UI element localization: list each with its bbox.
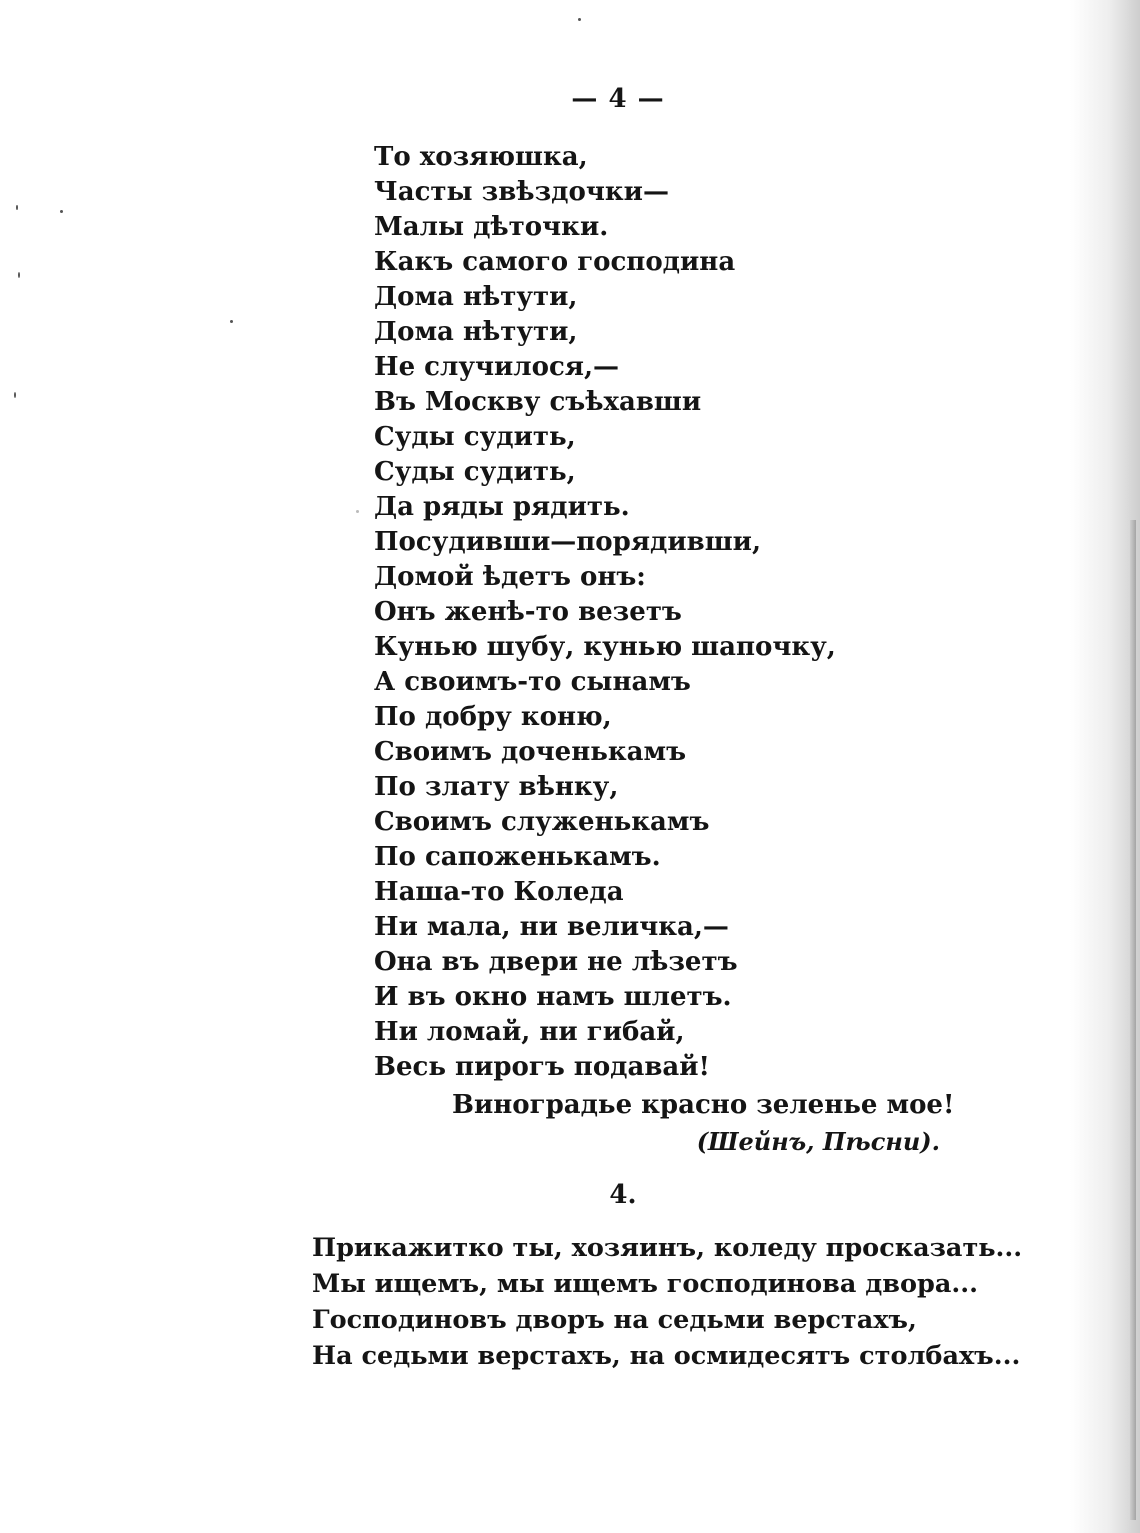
verse-line: Въ Москву съѣхавши	[374, 387, 702, 417]
verse-line: Своимъ служенькамъ	[374, 807, 710, 837]
verse-line: Господиновъ дворъ на седьми верстахъ,	[312, 1305, 917, 1335]
verse-line: То хозяюшка,	[374, 142, 588, 172]
verse-line: И въ окно намъ шлетъ.	[374, 982, 732, 1012]
verse-line: Ни ломай, ни гибай,	[374, 1017, 685, 1047]
source-citation: (Шейнъ, Пѣсни).	[696, 1127, 940, 1156]
scan-speck	[18, 272, 20, 278]
scan-speck	[14, 392, 16, 398]
verse-line: Кунью шубу, кунью шапочку,	[374, 632, 836, 662]
verse-line: Онъ женѣ-то везетъ	[374, 597, 682, 627]
verse-line: Посудивши—порядивши,	[374, 527, 761, 557]
refrain-line: Виноградье красно зеленье мое!	[452, 1090, 955, 1120]
verse-line: На седьми верстахъ, на осмидесятъ столбахъ...	[312, 1341, 1021, 1371]
scan-speck	[578, 18, 581, 21]
page-number: — 4 —	[571, 84, 665, 114]
verse-line: По добру коню,	[374, 702, 612, 732]
verse-line: Ни мала, ни величка,—	[374, 912, 729, 942]
verse-line: Дома нѣтути,	[374, 317, 578, 347]
verse-line: Она въ двери не лѣзетъ	[374, 947, 738, 977]
verse-line: Суды судить,	[374, 457, 576, 487]
verse-line: Часты звѣздочки—	[374, 177, 669, 207]
verse-line: По злату вѣнку,	[374, 772, 619, 802]
section-number: 4.	[609, 1180, 637, 1210]
verse-line: Своимъ доченькамъ	[374, 737, 687, 767]
verse-line: Дома нѣтути,	[374, 282, 578, 312]
scan-speck	[356, 510, 359, 513]
verse-line: Наша-то Коледа	[374, 877, 624, 907]
song-verse	[374, 140, 836, 1085]
verse-line: Суды судить,	[374, 422, 576, 452]
verse-line: А своимъ-то сынамъ	[374, 667, 691, 697]
verse-line: Не случилося,—	[374, 352, 620, 382]
scan-speck	[60, 210, 63, 213]
verse-line: Прикажитко ты, хозяинъ, коледу просказать...	[312, 1233, 1023, 1263]
verse-line: Какъ самого господина	[374, 247, 736, 277]
verse-line: Домой ѣдетъ онъ:	[374, 562, 646, 592]
scan-speck	[230, 320, 233, 323]
verse-line: Да ряды рядить.	[374, 492, 630, 522]
scan-speck	[16, 205, 18, 210]
verse-line: По сапоженькамъ.	[374, 842, 661, 872]
page-edge-line	[1130, 520, 1136, 1520]
verse-line: Весь пирогъ подавай!	[374, 1052, 710, 1082]
song-verse-2	[312, 1230, 1022, 1374]
verse-line: Малы дѣточки.	[374, 212, 609, 242]
verse-line: Мы ищемъ, мы ищемъ господинова двора...	[312, 1269, 979, 1299]
